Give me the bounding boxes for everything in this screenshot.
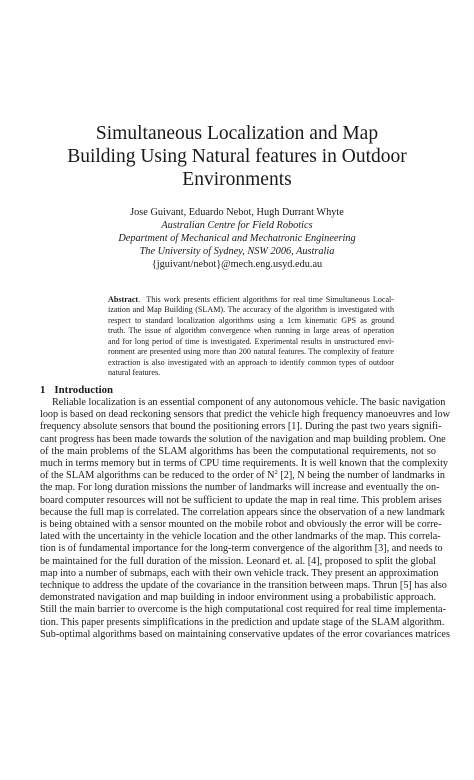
body-line: is being obtained with a sensor mounted on the mobile robot and obviously the error will be corre- (40, 519, 442, 531)
abstract-line: and for long period of time is investigated. Experimental results in unstructured envi- (108, 336, 394, 346)
body-text: [2], N being the number of landmarks in (277, 470, 445, 482)
body-line: board computer resources will not be sufficient to update the map in real time. This problem arises (40, 494, 442, 506)
affiliation-department: Department of Mechanical and Mechatronic Engineering (118, 233, 356, 244)
abstract-line: truth. The issue of algorithm convergence when running in large areas of operation (108, 326, 394, 336)
abstract-line: ization and Map Building (SLAM). The accuracy of the algorithm is investigated with (108, 305, 394, 315)
author-email: {jguivant/nebot}@mech.eng.usyd.edu.au (151, 259, 323, 270)
author-block (60, 206, 414, 271)
body-line (40, 469, 445, 482)
body-text: of the SLAM algorithms can be reduced to the order of N (40, 470, 275, 482)
body-line: lated with the uncertainty in the vehicle location and the other landmarks of the map. This correla- (40, 531, 441, 543)
section-title: Introduction (54, 384, 114, 396)
title-line: Environments (182, 169, 292, 190)
body-text: For long duration missions the number of landmarks will increase and eventually the on- (77, 482, 440, 494)
section-number: 1 (40, 384, 46, 396)
body-line: Still the main barrier to overcome is the high computational cost required for real time implementa- (40, 604, 446, 616)
abstract-text: This work presents efficient algorithms for real time Simultaneous Local- (146, 295, 394, 304)
body-line: much in terms memory but in terms of CPU time requirements. It is well known that the complexity (40, 458, 448, 470)
paper-title (40, 122, 434, 191)
body-text: the map. (40, 482, 76, 494)
title-line: Simultaneous Localization and Map (95, 123, 379, 144)
superscript: 2 (274, 469, 278, 477)
abstract (108, 295, 394, 379)
introduction-body (40, 397, 450, 641)
body-line: frequency absolute sensors that bound the positioning errors [1]. During the past two years signifi- (40, 421, 442, 433)
abstract-line: natural features. (108, 368, 161, 378)
body-line: of the main problems of the SLAM algorithms has been the computational requirements, not so (40, 445, 436, 457)
body-line: cant progress has been made towards the solution of the navigation and map building problem. One (40, 433, 446, 445)
section-heading-introduction (40, 384, 113, 397)
body-line: Sub-optimal algorithms based on maintaining conservative updates of the error covariances matrices (40, 628, 450, 640)
body-line: be maintained for the full duration of the mission. Leonard et. al. [4], proposed to split the global (40, 555, 436, 567)
body-line (40, 482, 440, 494)
body-line: loop is based on dead reckoning sensors that predict the vehicle high frequency manoeuvres and low (40, 409, 450, 421)
body-line: map into a number of submaps, each with their own vehicle track. They present an approximation (40, 567, 439, 579)
body-line: tion. This paper presents simplifications in the prediction and update stage of the SLAM algorithm. (40, 616, 445, 628)
body-line: because the full map is correlated. The correlation appears since the observation of a new landmark (40, 506, 445, 518)
abstract-line: ronment are presented using more than 200 natural features. The complexity of feature (108, 347, 394, 357)
title-line: Building Using Natural features in Outdoor (67, 146, 407, 167)
abstract-line: extraction is also investigated with an approach to identify common types of outdoor (108, 357, 394, 367)
affiliation-university: The University of Sydney, NSW 2006, Australia (139, 246, 335, 257)
body-line: demonstrated navigation and map building in indoor environment using a probabilistic approach. (40, 592, 436, 604)
abstract-label: Abstract (108, 295, 139, 304)
body-line: technique to address the update of the covariance in the transition between maps. Thrun [5] has also (40, 580, 447, 592)
abstract-line: respect to standard localization algorithms using a 1cm kinematic GPS as ground (108, 315, 394, 325)
body-line: Reliable localization is an essential component of any autonomous vehicle. The basic navigation (52, 397, 446, 408)
author-names: Jose Guivant, Eduardo Nebot, Hugh Durrant Whyte (130, 207, 344, 218)
abstract-line: Abstract. This work presents efficient algorithms for real time Simultaneous Local- (108, 295, 394, 304)
affiliation-centre: Australian Centre for Field Robotics (161, 220, 313, 231)
body-line: tion is of fundamental importance for the long-term convergence of the algorithm [3], and needs to (40, 543, 443, 555)
